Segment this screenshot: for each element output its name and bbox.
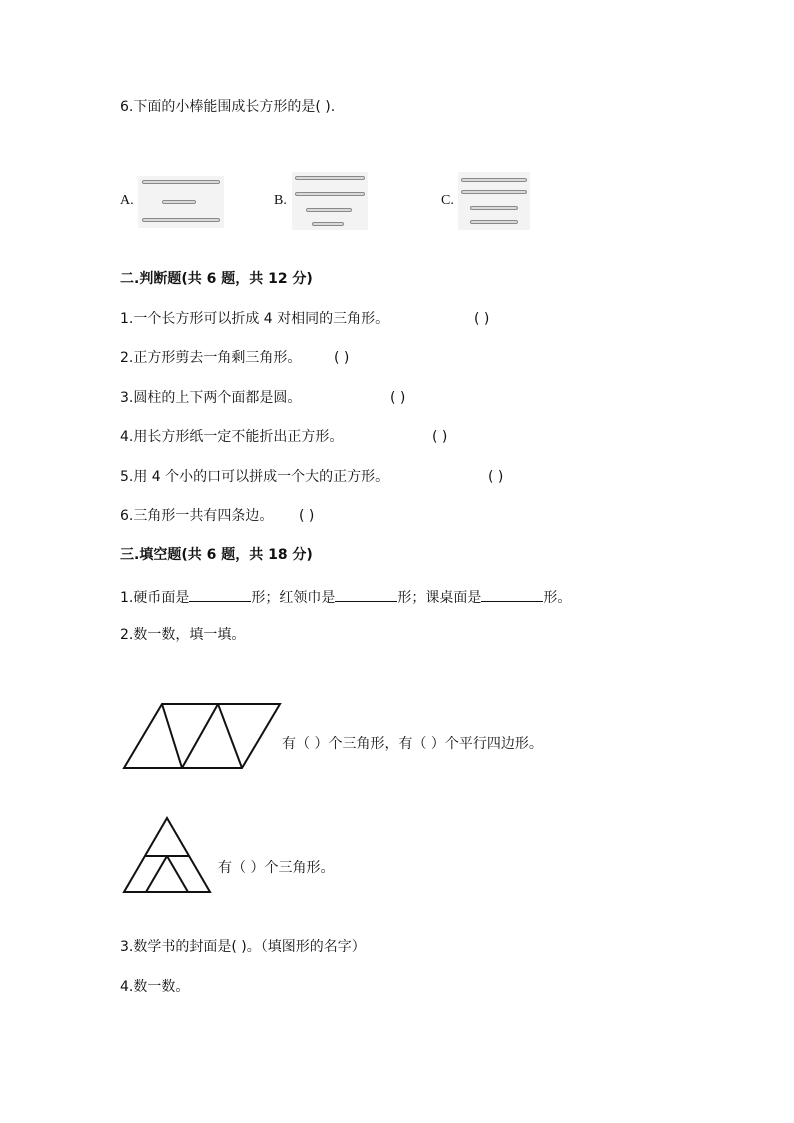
stick xyxy=(295,192,365,196)
answer-blank-1[interactable] xyxy=(189,587,251,602)
fill-question-3: 3.数学书的封面是( )。（填图形的名字） xyxy=(120,939,366,955)
judge-item-2: 2.正方形剪去一角剩三角形。 xyxy=(120,350,302,366)
fill-question-2: 2.数一数，填一填。 xyxy=(120,627,246,643)
judge-answer-paren-2[interactable]: ( ) xyxy=(334,350,350,366)
judge-answer-paren-6[interactable]: ( ) xyxy=(299,508,315,524)
fig2-fill-text: 有（ ）个三角形。 xyxy=(218,860,335,876)
stick xyxy=(461,178,527,182)
option-a-sticks-image xyxy=(138,176,224,228)
stick xyxy=(461,190,527,194)
figure-line xyxy=(182,704,218,768)
question-6-text: 6.下面的小棒能围成长方形的是( ). xyxy=(120,99,336,115)
stick xyxy=(142,218,220,222)
section-3-title: 三.填空题(共 6 题，共 18 分) xyxy=(120,547,313,563)
judge-item-4: 4.用长方形纸一定不能折出正方形。 xyxy=(120,429,344,445)
section-2-title: 二.判断题(共 6 题，共 12 分) xyxy=(120,271,313,287)
judge-item-3: 3.圆柱的上下两个面都是圆。 xyxy=(120,390,302,406)
answer-blank-2[interactable] xyxy=(335,587,397,602)
option-c-label: C. xyxy=(441,193,454,208)
option-b-sticks-image xyxy=(292,172,368,230)
judge-item-5: 5.用 4 个小的口可以拼成一个大的正方形。 xyxy=(120,469,390,485)
triangle-figure xyxy=(120,812,216,896)
option-b-label: B. xyxy=(274,193,287,208)
fill-question-1 xyxy=(120,587,571,607)
judge-item-6: 6.三角形一共有四条边。 xyxy=(120,508,274,524)
figure-line xyxy=(167,856,188,892)
fig1-fill-text: 有（ ）个三角形，有（ ）个平行四边形。 xyxy=(282,736,543,752)
fill-q1-part1: 1.硬币面是 xyxy=(120,590,190,606)
judge-answer-paren-5[interactable]: ( ) xyxy=(488,469,504,485)
stick xyxy=(470,220,518,224)
fill-question-4: 4.数一数。 xyxy=(120,979,190,995)
figure-line xyxy=(162,704,182,768)
judge-item-1: 1.一个长方形可以折成 4 对相同的三角形。 xyxy=(120,311,390,327)
stick xyxy=(312,222,344,226)
judge-answer-paren-3[interactable]: ( ) xyxy=(390,390,406,406)
judge-answer-paren-4[interactable]: ( ) xyxy=(432,429,448,445)
fill-q1-part3: 形；课桌面是 xyxy=(397,590,482,606)
stick xyxy=(295,176,365,180)
fill-q1-part2: 形；红领巾是 xyxy=(251,590,336,606)
stick xyxy=(142,180,220,184)
option-a-label: A. xyxy=(120,193,134,208)
figure-line xyxy=(218,704,242,768)
figure-line xyxy=(146,856,167,892)
outer-parallelogram xyxy=(124,704,280,768)
parallelogram-figure xyxy=(118,700,286,774)
stick xyxy=(470,206,518,210)
judge-answer-paren-1[interactable]: ( ) xyxy=(474,311,490,327)
option-c-sticks-image xyxy=(458,172,530,230)
stick xyxy=(162,200,196,204)
stick xyxy=(306,208,352,212)
answer-blank-3[interactable] xyxy=(481,587,543,602)
fill-q1-part4: 形。 xyxy=(543,590,572,606)
